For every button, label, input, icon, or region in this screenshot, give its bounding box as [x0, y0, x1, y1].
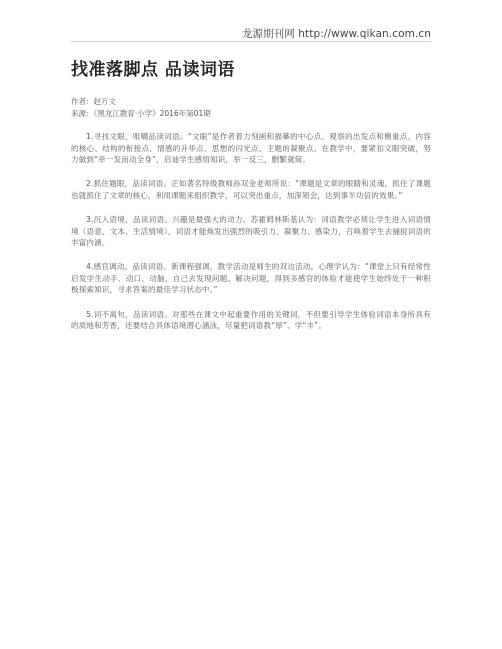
header-divider: [71, 41, 431, 42]
article: [71, 58, 431, 344]
author-line: 作者：赵万文: [71, 97, 116, 106]
body-paragraph: 3.沉入语境，品读词语。兴趣是最强大的动力。苏霍姆林斯基认为：词语教学必须让学生进入词语情境（语意、文本、生活情境），词语才能焕发出强烈的吸引力、凝聚力、感染力，召唤着学生去捕捉词语的丰富内涵。: [71, 214, 431, 248]
article-body: [71, 131, 431, 332]
body-paragraph: 2.抓住题眼，品读词语。正如著名特级教师孙双金老师所说：“课题是文章的眼睛和灵魂，抓住了课题也就抓住了文章的核心，利用课题来组织教学，可以突出重点，加深领会，达到事半功倍的效果。”: [71, 179, 431, 200]
article-title: 找准落脚点 品读词语: [71, 60, 235, 80]
body-paragraph: 5.词不离句，品读词语。对那些在课文中起重要作用的关键词，不但要引导学生体验词语本身所具有的质地和芳香，还要结合具体语境潜心涵泳，尽量把词语教“厚”、学“丰”。: [71, 309, 431, 331]
source-line: 来源：《黑龙江教育·小学》2016年第01期: [71, 109, 211, 118]
site-header: 龙源期刊网 http://www.qikan.com.cn: [241, 28, 431, 40]
body-paragraph: 1.寻找文眼，咀嚼品读词语。“文眼”是作者着力刻画和描摹的中心点、观察的出发点和侧重点、内容的核心、结构的衔接点、情感的升华点、思想的闪光点、主题的凝聚点。在教学中，要紧扣文眼突破，努力做到“牵一发而动全身”，启迪学生感悟知识，举一反三，删繁就简。: [71, 132, 431, 165]
body-paragraph: 4.感官调动，品读词语。新课程强调，教学活动是师生的双边活动。心理学认为：“课堂上只有经常性启发学生动手、动口、动脑，自己去发现问题、解决问题，得到多感官的体验才能使学生始终处于一种积极探索知识，寻求答案的最佳学习状态中。”: [71, 262, 431, 295]
